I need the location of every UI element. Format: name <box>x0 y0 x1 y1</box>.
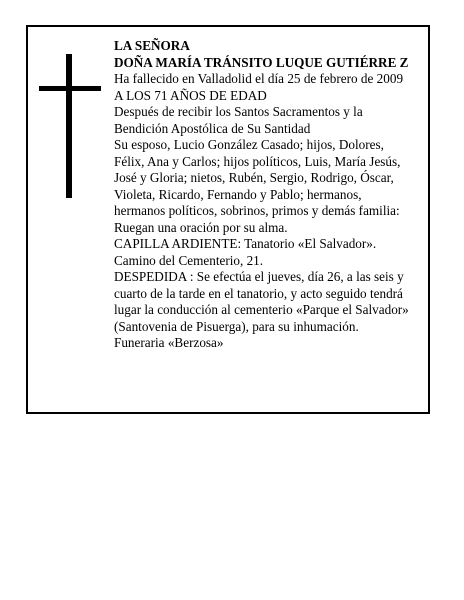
chapel-line: CAPILLA ARDIENTE: Tanatorio «El Salvador». <box>114 236 377 251</box>
obituary-text <box>114 38 424 352</box>
cross-vertical-bar <box>66 54 72 198</box>
chapel-line: Camino del Cementerio, 21. <box>114 252 264 268</box>
family-line: Su esposo, Lucio González Casado; hijos, Dolores, <box>114 137 384 152</box>
farewell-line: DESPEDIDA : Se efectúa el jueves, día 26, a las seis y <box>114 269 404 284</box>
cross-horizontal-bar <box>39 86 101 91</box>
funeral-home: Funeraria «Berzosa» <box>114 335 224 350</box>
sacraments-line: Después de recibir los Santos Sacramentos y la <box>114 104 363 119</box>
farewell-line: cuarto de la tarde en el tanatorio, y acto seguido tendrá <box>114 285 403 301</box>
age-line: A LOS 71 AÑOS DE EDAD <box>114 87 267 103</box>
family-line: José y Gloria; nietos, Rubén, Sergio, Rodrigo, Óscar, <box>114 170 394 185</box>
farewell-line: (Santovenia de Pisuerga), para su inhumación. <box>114 318 359 334</box>
latin-cross-icon <box>39 54 101 198</box>
family-line: Ruegan una oración por su alma. <box>114 219 288 235</box>
death-line: Ha fallecido en Valladolid el día 25 de febrero de 2009 <box>114 71 404 86</box>
family-line: Félix, Ana y Carlos; hijos políticos, Luis, María Jesús, <box>114 153 401 169</box>
farewell-line: lugar la conducción al cementerio «Parque el Salvador» <box>114 302 409 317</box>
family-line: hermanos políticos, sobrinos, primos y demás familia: <box>114 203 400 218</box>
family-line: Violeta, Ricardo, Fernando y Pablo; hermanos, <box>114 186 362 202</box>
notice-heading: LA SEÑORA <box>114 38 190 53</box>
sacraments-line: Bendición Apostólica de Su Santidad <box>114 120 311 136</box>
deceased-name: DOÑA MARÍA TRÁNSITO LUQUE GUTIÉRRE Z <box>114 54 409 70</box>
